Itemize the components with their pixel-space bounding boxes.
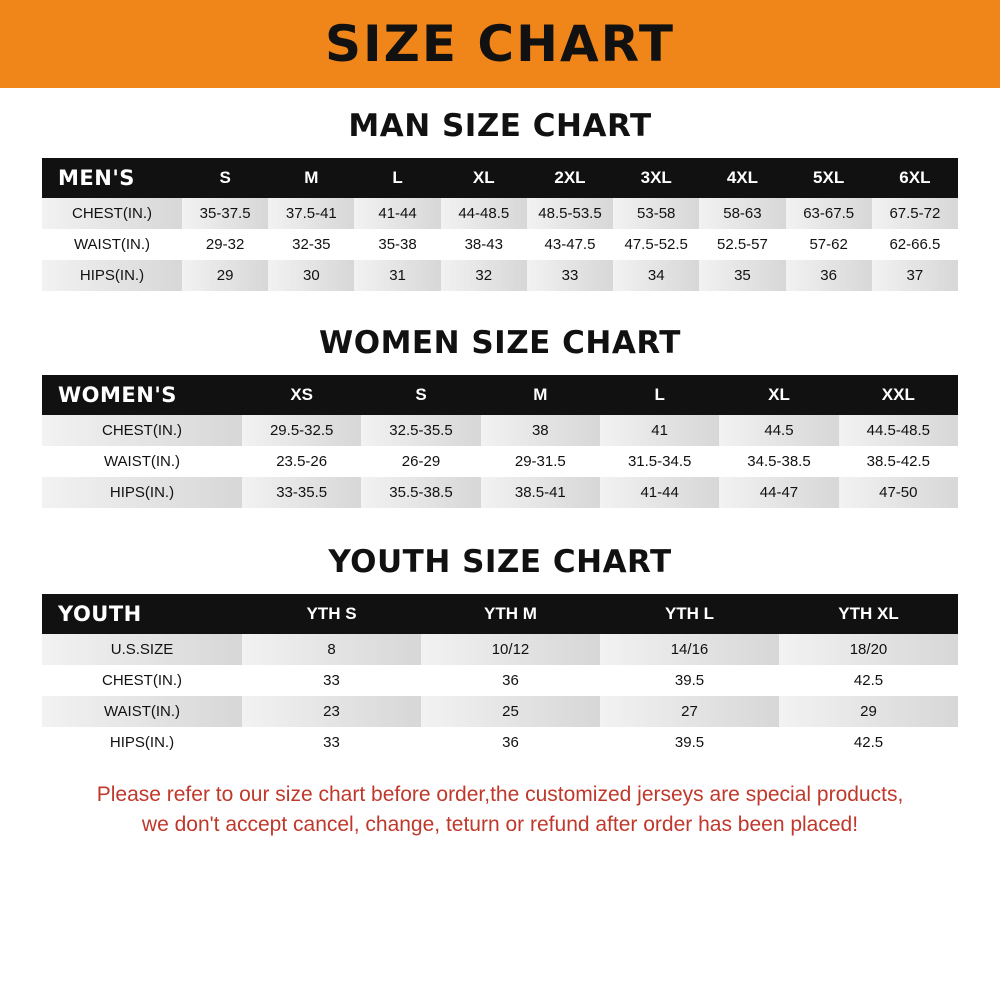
women-row-label: WAIST(IN.) [42,446,242,477]
table-row [42,415,958,446]
man-cell: 35-37.5 [182,198,268,229]
women-row-label: CHEST(IN.) [42,415,242,446]
women-column-header: XXL [881,385,915,404]
man-cell: 36 [786,260,872,291]
women-cell: 38.5-42.5 [839,446,958,477]
women-table-body [42,415,958,508]
youth-table-header [42,594,958,634]
women-cell: 31.5-34.5 [600,446,719,477]
table-header-row [42,594,958,634]
youth-cell: 33 [242,665,421,696]
youth-row-label: U.S.SIZE [42,634,242,665]
man-column-header: L [392,168,403,187]
man-cell: 62-66.5 [872,229,958,260]
youth-row-label: WAIST(IN.) [42,696,242,727]
man-cell: 29 [182,260,268,291]
table-row [42,727,958,758]
table-row [42,634,958,665]
youth-corner-label: YOUTH [58,602,142,626]
women-cell: 35.5-38.5 [361,477,480,508]
footer-line-2: we don't accept cancel, change, teturn or refund after order has been placed! [141,813,859,837]
man-row-label: CHEST(IN.) [42,198,182,229]
women-cell: 29.5-32.5 [242,415,361,446]
man-corner-label: MEN'S [58,166,135,190]
women-column-header: S [415,385,427,404]
youth-cell: 10/12 [421,634,600,665]
youth-column-header: YTH S [306,604,357,623]
man-size-section [0,108,1000,291]
man-cell: 48.5-53.5 [527,198,613,229]
man-column-header: XL [472,168,495,187]
youth-cell: 18/20 [779,634,958,665]
table-row [42,696,958,727]
man-cell: 58-63 [699,198,785,229]
women-section-title: WOMEN SIZE CHART [319,325,681,361]
man-column-header: 2XL [554,168,586,187]
man-column-header: S [219,168,231,187]
youth-cell: 25 [421,696,600,727]
youth-cell: 29 [779,696,958,727]
youth-column-header: YTH XL [838,604,899,623]
man-size-table [42,158,958,291]
man-row-label: WAIST(IN.) [42,229,182,260]
table-row [42,446,958,477]
women-column-header: XL [768,385,790,404]
table-row [42,198,958,229]
man-column-header: M [304,168,319,187]
table-header-row [42,158,958,198]
women-cell: 41 [600,415,719,446]
footer-disclaimer [0,780,1000,841]
man-cell: 52.5-57 [699,229,785,260]
women-column-header: XS [290,385,313,404]
women-cell: 23.5-26 [242,446,361,477]
women-row-label: HIPS(IN.) [42,477,242,508]
women-cell: 41-44 [600,477,719,508]
youth-cell: 42.5 [779,665,958,696]
man-cell: 41-44 [354,198,440,229]
women-cell: 34.5-38.5 [719,446,838,477]
man-cell: 32 [441,260,527,291]
women-corner-label: WOMEN'S [58,383,177,407]
man-cell: 67.5-72 [872,198,958,229]
man-table-header [42,158,958,198]
women-cell: 47-50 [839,477,958,508]
women-cell: 26-29 [361,446,480,477]
man-cell: 34 [613,260,699,291]
women-cell: 32.5-35.5 [361,415,480,446]
table-row [42,260,958,291]
footer-line-1: Please refer to our size chart before order,the customized jerseys are special products, [96,783,904,806]
women-size-table [42,375,958,508]
youth-row-label: CHEST(IN.) [42,665,242,696]
table-row [42,477,958,508]
man-cell: 37 [872,260,958,291]
man-cell: 57-62 [786,229,872,260]
women-cell: 44.5-48.5 [839,415,958,446]
man-column-header: 4XL [726,168,759,187]
man-cell: 32-35 [268,229,354,260]
man-cell: 31 [354,260,440,291]
youth-row-label: HIPS(IN.) [42,727,242,758]
women-cell: 33-35.5 [242,477,361,508]
man-cell: 44-48.5 [441,198,527,229]
youth-cell: 39.5 [600,727,779,758]
man-column-header: 6XL [899,168,931,187]
man-section-title: MAN SIZE CHART [348,108,652,144]
women-size-section [0,325,1000,508]
man-cell: 47.5-52.5 [613,229,699,260]
man-column-header: 5XL [813,168,845,187]
youth-cell: 36 [421,665,600,696]
women-cell: 38 [481,415,600,446]
man-cell: 63-67.5 [786,198,872,229]
women-cell: 38.5-41 [481,477,600,508]
youth-cell: 42.5 [779,727,958,758]
page-title: SIZE CHART [324,15,676,73]
table-row [42,229,958,260]
table-row [42,665,958,696]
youth-cell: 14/16 [600,634,779,665]
youth-size-table [42,594,958,758]
youth-cell: 33 [242,727,421,758]
man-cell: 38-43 [441,229,527,260]
youth-cell: 36 [421,727,600,758]
man-cell: 35-38 [354,229,440,260]
man-row-label: HIPS(IN.) [42,260,182,291]
man-table-body [42,198,958,291]
man-cell: 35 [699,260,785,291]
man-cell: 53-58 [613,198,699,229]
youth-cell: 8 [242,634,421,665]
women-column-header: M [533,385,548,404]
women-cell: 44-47 [719,477,838,508]
man-cell: 37.5-41 [268,198,354,229]
women-cell: 29-31.5 [481,446,600,477]
youth-table-body [42,634,958,758]
youth-size-section [0,544,1000,758]
header-banner [0,0,1000,88]
table-header-row [42,375,958,415]
youth-cell: 39.5 [600,665,779,696]
youth-section-title: YOUTH SIZE CHART [328,544,672,580]
women-table-header [42,375,958,415]
youth-column-header: YTH M [484,604,537,623]
women-cell: 44.5 [719,415,838,446]
youth-cell: 27 [600,696,779,727]
youth-column-header: YTH L [664,604,715,623]
man-cell: 30 [268,260,354,291]
women-column-header: L [654,385,665,404]
youth-cell: 23 [242,696,421,727]
man-column-header: 3XL [640,168,672,187]
man-cell: 33 [527,260,613,291]
man-cell: 43-47.5 [527,229,613,260]
man-cell: 29-32 [182,229,268,260]
